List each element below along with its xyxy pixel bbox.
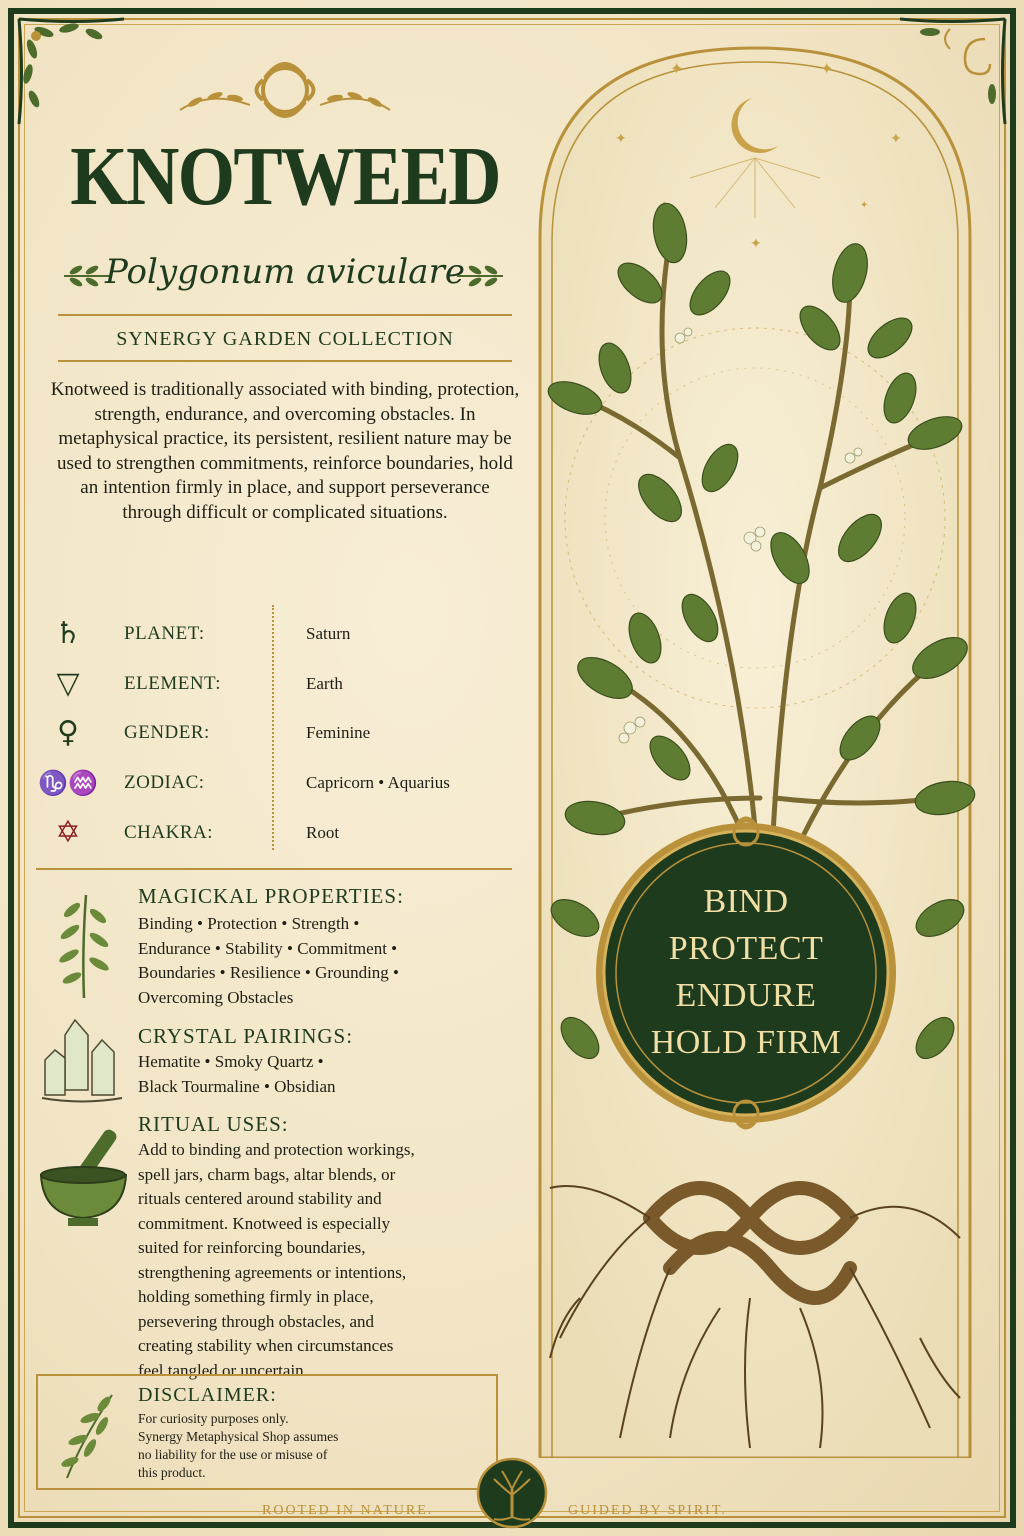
text-line: this product. <box>138 1465 206 1480</box>
attribute-row <box>36 713 516 753</box>
text-line: rituals centered around stability and <box>138 1189 382 1208</box>
attribute-value: Earth <box>306 674 343 693</box>
text-line: For curiosity purposes only. <box>138 1411 289 1426</box>
page-title: KNOTWEED <box>70 130 500 223</box>
list-item: Binding • Protection • Strength • <box>138 914 360 933</box>
magickal-properties-list <box>138 912 399 1010</box>
herb-sprig-icon <box>44 890 124 1000</box>
list-item: Boundaries • Resilience • Grounding • <box>138 963 400 982</box>
attribute-row <box>36 763 516 803</box>
text-line: persevering through obstacles, and <box>138 1311 375 1331</box>
saturn-icon: ♄ <box>54 616 82 651</box>
attribute-value: Root <box>306 823 340 842</box>
svg-text:✦: ✦ <box>820 59 834 78</box>
corner-foliage-icon <box>14 14 134 134</box>
zodiac-icon: ♑♒ <box>38 769 98 797</box>
crystal-pairings-heading: CRYSTAL PAIRINGS: <box>138 1024 354 1048</box>
laurel-sprig-icon <box>52 1390 122 1480</box>
text-line: suited for reinforcing boundaries, <box>138 1238 366 1257</box>
celtic-knot-icon <box>160 50 410 130</box>
attribute-row <box>36 614 516 654</box>
text-line: no liability for the use or misuse of <box>138 1447 328 1462</box>
motto-line: HOLD FIRM <box>650 1024 842 1061</box>
list-item: Overcoming Obstacles <box>138 987 294 1007</box>
attribute-label: PLANET: <box>124 623 205 644</box>
svg-text:✦: ✦ <box>615 131 627 147</box>
text-line: commitment. Knotweed is especially <box>138 1213 391 1233</box>
ritual-uses-text <box>138 1138 415 1383</box>
magickal-properties-heading: MAGICKAL PROPERTIES: <box>138 884 404 908</box>
description: Knotweed is traditionally associated with binding, protection, strength, endurance, and overcoming obstacles. In metaphysical practice, its persistent, resilient nature may be used to strengthen commitments, reinforce boundaries, hold an intention firmly in place, and support perseverance through difficult or complicated situations. <box>50 379 520 523</box>
crystal-cluster-icon <box>40 1010 125 1105</box>
text-line: feel tangled or uncertain. <box>138 1360 308 1380</box>
medallion-motto <box>610 878 882 1066</box>
motto-line: BIND <box>703 883 789 920</box>
mortar-pestle-icon <box>36 1120 131 1230</box>
tree-of-life-icon <box>472 1455 552 1530</box>
motto-line: PROTECT <box>668 930 824 967</box>
laurel-sprig-icon <box>455 258 505 294</box>
ritual-uses-heading: RITUAL USES: <box>138 1112 289 1136</box>
venus-icon: ♀ <box>57 715 79 750</box>
svg-text:✦: ✦ <box>860 200 869 211</box>
attribute-row <box>36 813 516 853</box>
divider <box>36 868 512 870</box>
text-line: strengthening agreements or intentions, <box>138 1262 407 1282</box>
text-line: Add to binding and protection workings, <box>138 1140 415 1159</box>
attribute-value: Feminine <box>306 723 371 742</box>
text-line: Synergy Metaphysical Shop assumes <box>138 1429 339 1444</box>
disclaimer-text <box>138 1410 468 1482</box>
text-line: spell jars, charm bags, altar blends, or <box>138 1164 396 1184</box>
attribute-label: ZODIAC: <box>124 772 205 793</box>
list-item: Hematite • Smoky Quartz • <box>138 1052 324 1071</box>
motto-line: ENDURE <box>675 977 817 1014</box>
attribute-label: ELEMENT: <box>124 673 221 694</box>
text-line: holding something firmly in place, <box>138 1287 374 1306</box>
list-item: Endurance • Stability • Commitment • <box>138 938 398 958</box>
botanical-name: Polygonum aviculare <box>105 252 465 292</box>
list-item: Black Tourmaline • Obsidian <box>138 1076 336 1096</box>
svg-text:✦: ✦ <box>670 59 684 78</box>
svg-text:✦: ✦ <box>750 236 762 252</box>
crystal-pairings-list <box>138 1050 336 1099</box>
root-chakra-icon: ✡ <box>55 815 81 850</box>
attribute-label: GENDER: <box>124 722 210 743</box>
plant-illustration <box>520 38 990 1458</box>
footer-tagline-left: ROOTED IN NATURE. <box>262 1503 434 1518</box>
footer-tagline-right: GUIDED BY SPIRIT. <box>568 1503 727 1518</box>
earth-element-icon: ▽ <box>56 666 80 701</box>
attribute-label: CHAKRA: <box>124 822 214 843</box>
attribute-value: Capricorn • Aquarius <box>306 773 450 792</box>
attribute-row <box>36 664 516 704</box>
disclaimer-heading: DISCLAIMER: <box>138 1384 277 1406</box>
attribute-value: Saturn <box>306 624 351 643</box>
svg-text:✦: ✦ <box>890 131 902 147</box>
text-line: creating stability when circumstances <box>138 1336 394 1355</box>
collection-name: SYNERGY GARDEN COLLECTION <box>116 328 454 350</box>
divider <box>58 360 512 362</box>
divider <box>58 314 512 316</box>
